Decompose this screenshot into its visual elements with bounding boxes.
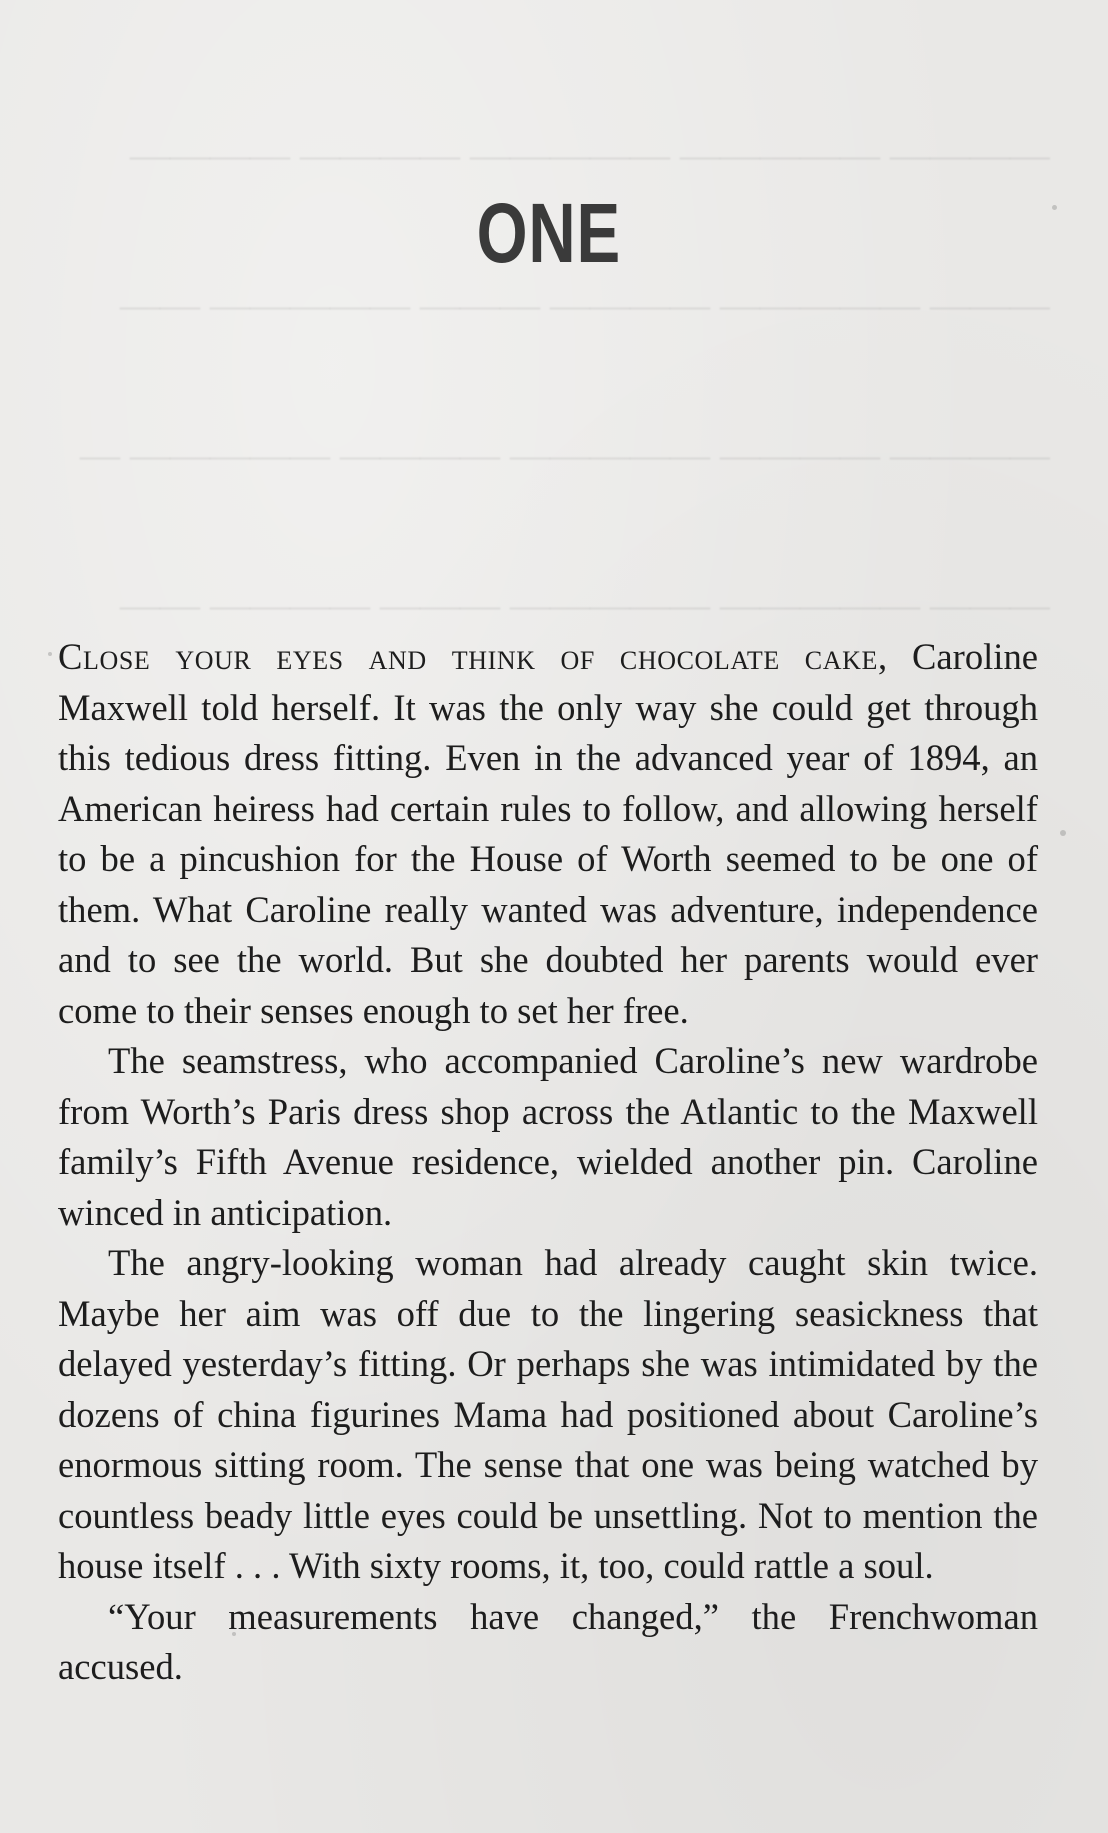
paragraph-4: “Your measurements have changed,” the Frenchwoman accused.	[58, 1595, 1038, 1687]
lead-in-small-caps: Close your eyes and think of chocolate cake,	[58, 636, 888, 677]
paragraph-3: The angry-looking woman had already caught skin twice. Maybe her aim was off due to the lingering seasickness that delayed yesterday’s fitting. Or perhaps she was intimidated by the dozens of china figurines Mama had positioned about Caroline’s enormous sitting room. The sense that one was being watched by countless beady little eyes could be unsettling. Not to mention the house itself . . . With sixty rooms, it, too, could rattle a soul.	[58, 1242, 1038, 1586]
ink-speck	[1052, 205, 1057, 210]
ink-speck	[1060, 830, 1066, 836]
paragraph-2: The seamstress, who accompanied Caroline’s new wardrobe from Worth’s Paris dress shop across the Atlantic to the Maxwell family’s Fifth Avenue residence, wielded another pin. Caroline winced in anticipation.	[58, 1040, 1038, 1233]
chapter-title: ONE	[476, 186, 621, 280]
bleed-through-texture: ———— ————— ————— ———— ———— ——— ————— ———— ——— ————— —— ———— ———— ————— ———— ————— — ——— ————— ————— ——— ———— ——	[80, 132, 1050, 627]
paragraph-1-text: Caroline Maxwell told herself. It was the only way she could get through this tedious dress fitting. Even in the advanced year of 1894, an American heiress had certain rules to follow, and allowing herself to be a pincushion for the House of Worth seemed to be one of them. What Caroline really wanted was adventure, independence and to see the world. But she doubted her parents would ever come to their senses enough to set her free.	[58, 636, 1038, 1031]
ink-speck	[48, 652, 52, 656]
chapter-body	[58, 632, 1038, 1693]
paragraph-1	[58, 632, 1038, 1036]
